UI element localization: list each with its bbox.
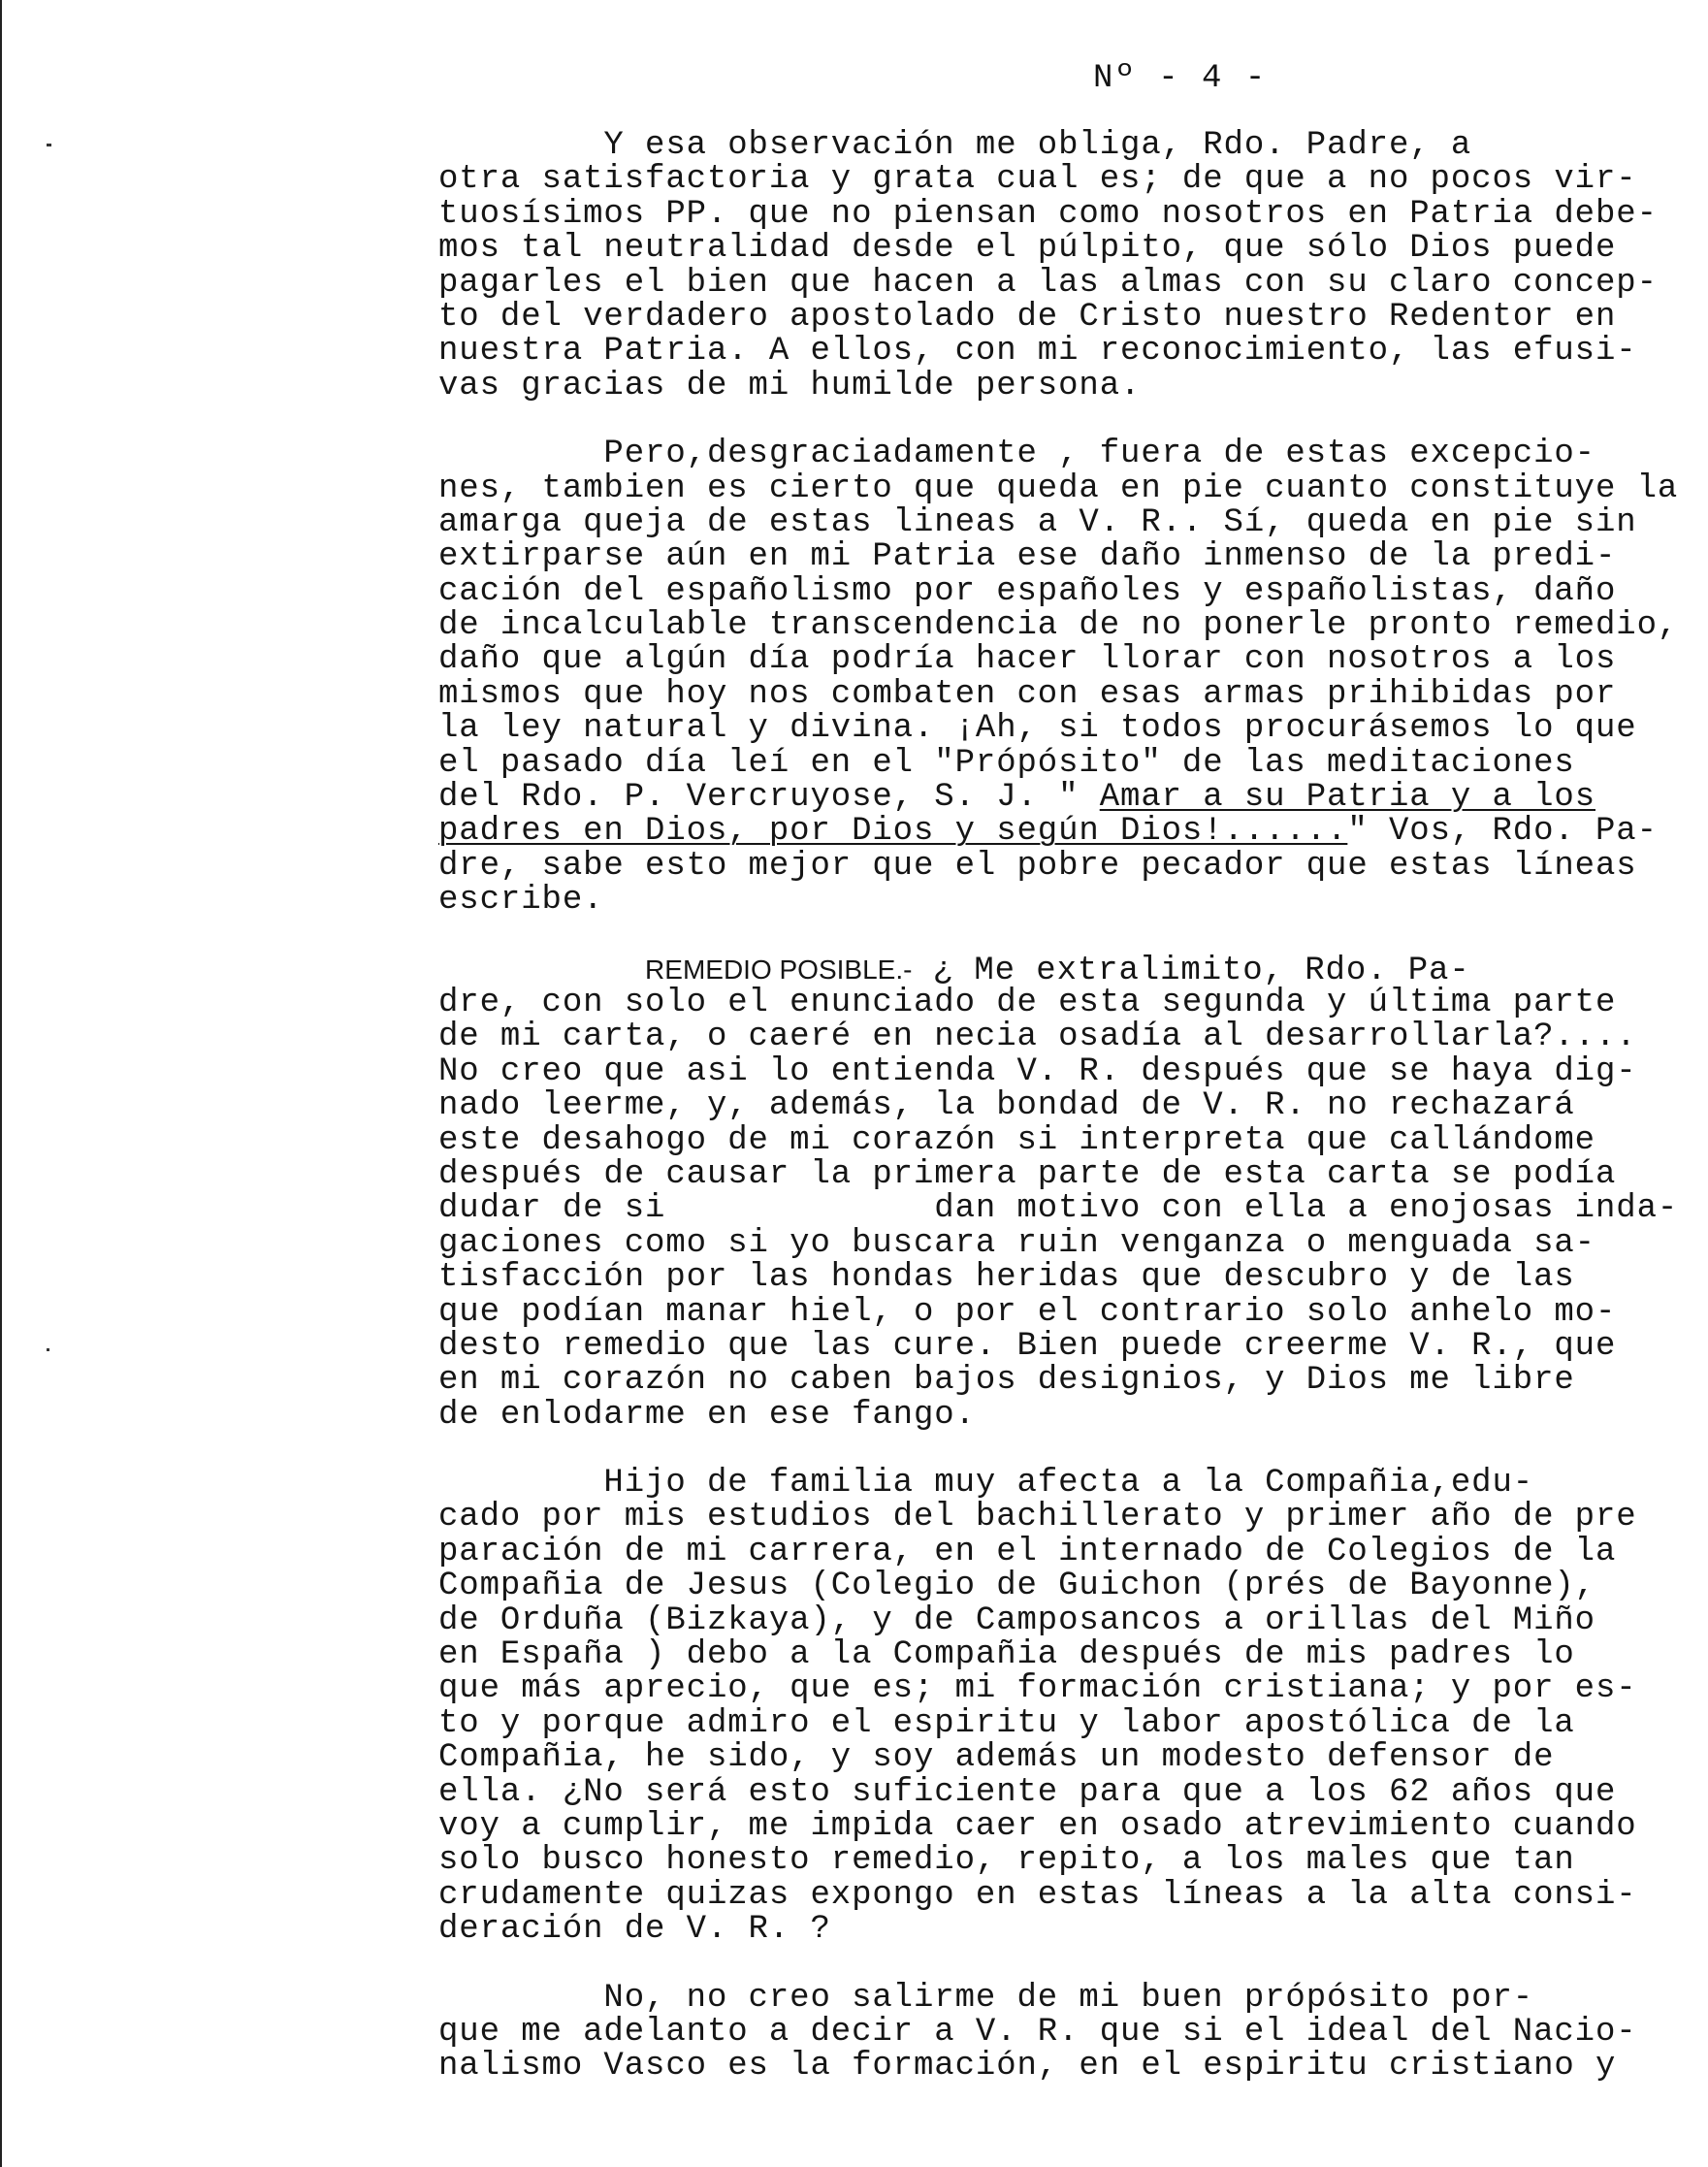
text-line: dre, con solo el enunciado de esta segunda y última parte [438, 984, 1617, 1021]
text-line: vas gracias de mi humilde persona. [438, 367, 1142, 404]
letter-body [438, 127, 1679, 2118]
paragraph-2 [438, 436, 1679, 920]
text-line: Compañia de Jesus (Colegio de Guichon (prés de Bayonne), [438, 1568, 1595, 1605]
text-line: de Orduña (Bizkaya), y de Camposancos a orillas del Miño [438, 1601, 1595, 1639]
text-line: tisfacción por las hondas heridas que descubro y de las [438, 1259, 1575, 1297]
text-line: Pero,desgraciadamente , fuera de estas excepcio- [438, 436, 1595, 473]
text-line: No, no creo salirme de mi buen própósito por- [438, 1979, 1534, 2017]
text-line: dudar de si dan motivo con ella a enojosas inda- [438, 1190, 1679, 1228]
text-line: dre, sabe esto mejor que el pobre pecador que estas líneas [438, 847, 1637, 885]
text-line: nuestra Patria. A ellos, con mi reconocimiento, las efusi- [438, 333, 1637, 371]
text-line: que podían manar hiel, o por el contrario solo anhelo mo- [438, 1293, 1617, 1331]
text-line: paración de mi carrera, en el internado de Colegios de la [438, 1533, 1617, 1570]
text-line: pagarles el bien que hacen a las almas con su claro concep- [438, 264, 1658, 302]
text-line: to del verdadero apostolado de Cristo nuestro Redentor en [438, 298, 1617, 336]
paragraph-5 [438, 1979, 1641, 2086]
text-line: que me adelanto a decir a V. R. que si el ideal del Nacio- [438, 2013, 1637, 2051]
text-line: de incalculable transcendencia de no ponerle pronto remedio, [438, 607, 1679, 645]
text-line: cado por mis estudios del bachillerato y primer año de pre [438, 1499, 1637, 1536]
text-line: en España ) debo a la Compañia después de mis padres lo [438, 1636, 1575, 1674]
text-line: el pasado día leí en el "Própósito" de las meditaciones [438, 744, 1575, 782]
text-line: nado leerme, y, además, la bondad de V. R. no rechazará [438, 1087, 1575, 1125]
text-line: cación del españolismo por españoles y españolistas, daño [438, 572, 1617, 610]
text-line: deración de V. R. ? [438, 1911, 831, 1949]
section-heading: REMEDIO POSIBLE.- [645, 954, 913, 985]
quote-continuation: " Vos, Rdo. Pa- [1347, 813, 1658, 851]
text-line: la ley natural y divina. ¡Ah, si todos procurásemos lo que [438, 710, 1637, 748]
text-line: nes, tambien es cierto que queda en pie cuanto constituye la [438, 469, 1679, 507]
text-line: daño que algún día podría hacer llorar con nosotros a los [438, 641, 1617, 679]
text-line: No creo que asi lo entienda V. R. después que se haya dig- [438, 1052, 1637, 1090]
text-line: de mi carta, o caeré en necia osadía al desarrollarla?.... [438, 1019, 1637, 1056]
text-line-with-quote [438, 813, 1658, 851]
section-heading-line [438, 952, 1641, 989]
quote-intro: del Rdo. P. Vercruyose, S. J. " [438, 779, 1100, 817]
text-line: crudamente quizas expongo en estas líneas a la alta consi- [438, 1876, 1637, 1914]
text-line: desto remedio que las cure. Bien puede creerme V. R., que [438, 1327, 1617, 1365]
heading-continuation: ¿ Me extralimito, Rdo. Pa- [912, 952, 1470, 989]
text-line: de enlodarme en ese fango. [438, 1396, 976, 1434]
underlined-quote-part-2: padres en Dios, por Dios y según Dios!...... [438, 813, 1348, 851]
text-line: amarga queja de estas lineas a V. R.. Sí, queda en pie sin [438, 503, 1637, 541]
paragraph-4 [438, 1467, 1641, 1947]
text-line: to y porque admiro el espiritu y labor apostólica de la [438, 1704, 1575, 1742]
text-line: después de causar la primera parte de esta carta se podía [438, 1155, 1617, 1193]
text-line: Y esa observación me obliga, Rdo. Padre, a [438, 127, 1472, 164]
text-line: este desahogo de mi corazón si interpreta que callándome [438, 1121, 1595, 1159]
text-line: Compañia, he sido, y soy además un modesto defensor de [438, 1739, 1555, 1777]
text-line: Hijo de familia muy afecta a la Compañia,edu- [438, 1465, 1534, 1503]
text-line: escribe. [438, 882, 604, 920]
margin-speck [47, 1348, 49, 1351]
paragraph-1 [438, 127, 1658, 404]
text-line: que más aprecio, que es; mi formación cristiana; y por es- [438, 1670, 1637, 1708]
text-line: voy a cumplir, me impida caer en osado atrevimiento cuando [438, 1807, 1637, 1845]
margin-speck [47, 144, 51, 146]
text-line: gaciones como si yo buscara ruin venganza o menguada sa- [438, 1224, 1595, 1262]
text-line: nalismo Vasco es la formación, en el espiritu cristiano y [438, 2048, 1617, 2086]
text-line-with-quote [438, 781, 1641, 815]
text-line: ella. ¿No será esto suficiente para que a los 62 años que [438, 1773, 1617, 1811]
text-line: otra satisfactoria y grata cual es; de que a no pocos vir- [438, 161, 1637, 199]
page-number: Nº - 4 - [1093, 60, 1268, 97]
text-line: extirparse aún en mi Patria ese daño inmenso de la predi- [438, 538, 1617, 576]
text-line: mismos que hoy nos combaten con esas armas prihibidas por [438, 675, 1617, 713]
text-line: en mi corazón no caben bajos designios, y Dios me libre [438, 1362, 1575, 1400]
text-line: tuosísimos PP. que no piensan como nosotros en Patria debe- [438, 195, 1658, 233]
paragraph-3 [438, 952, 1679, 1434]
underlined-quote-part-1: Amar a su Patria y a los [1099, 779, 1595, 817]
text-line: solo busco honesto remedio, repito, a los males que tan [438, 1842, 1575, 1880]
text-line: mos tal neutralidad desde el púlpito, que sólo Dios puede [438, 230, 1617, 268]
